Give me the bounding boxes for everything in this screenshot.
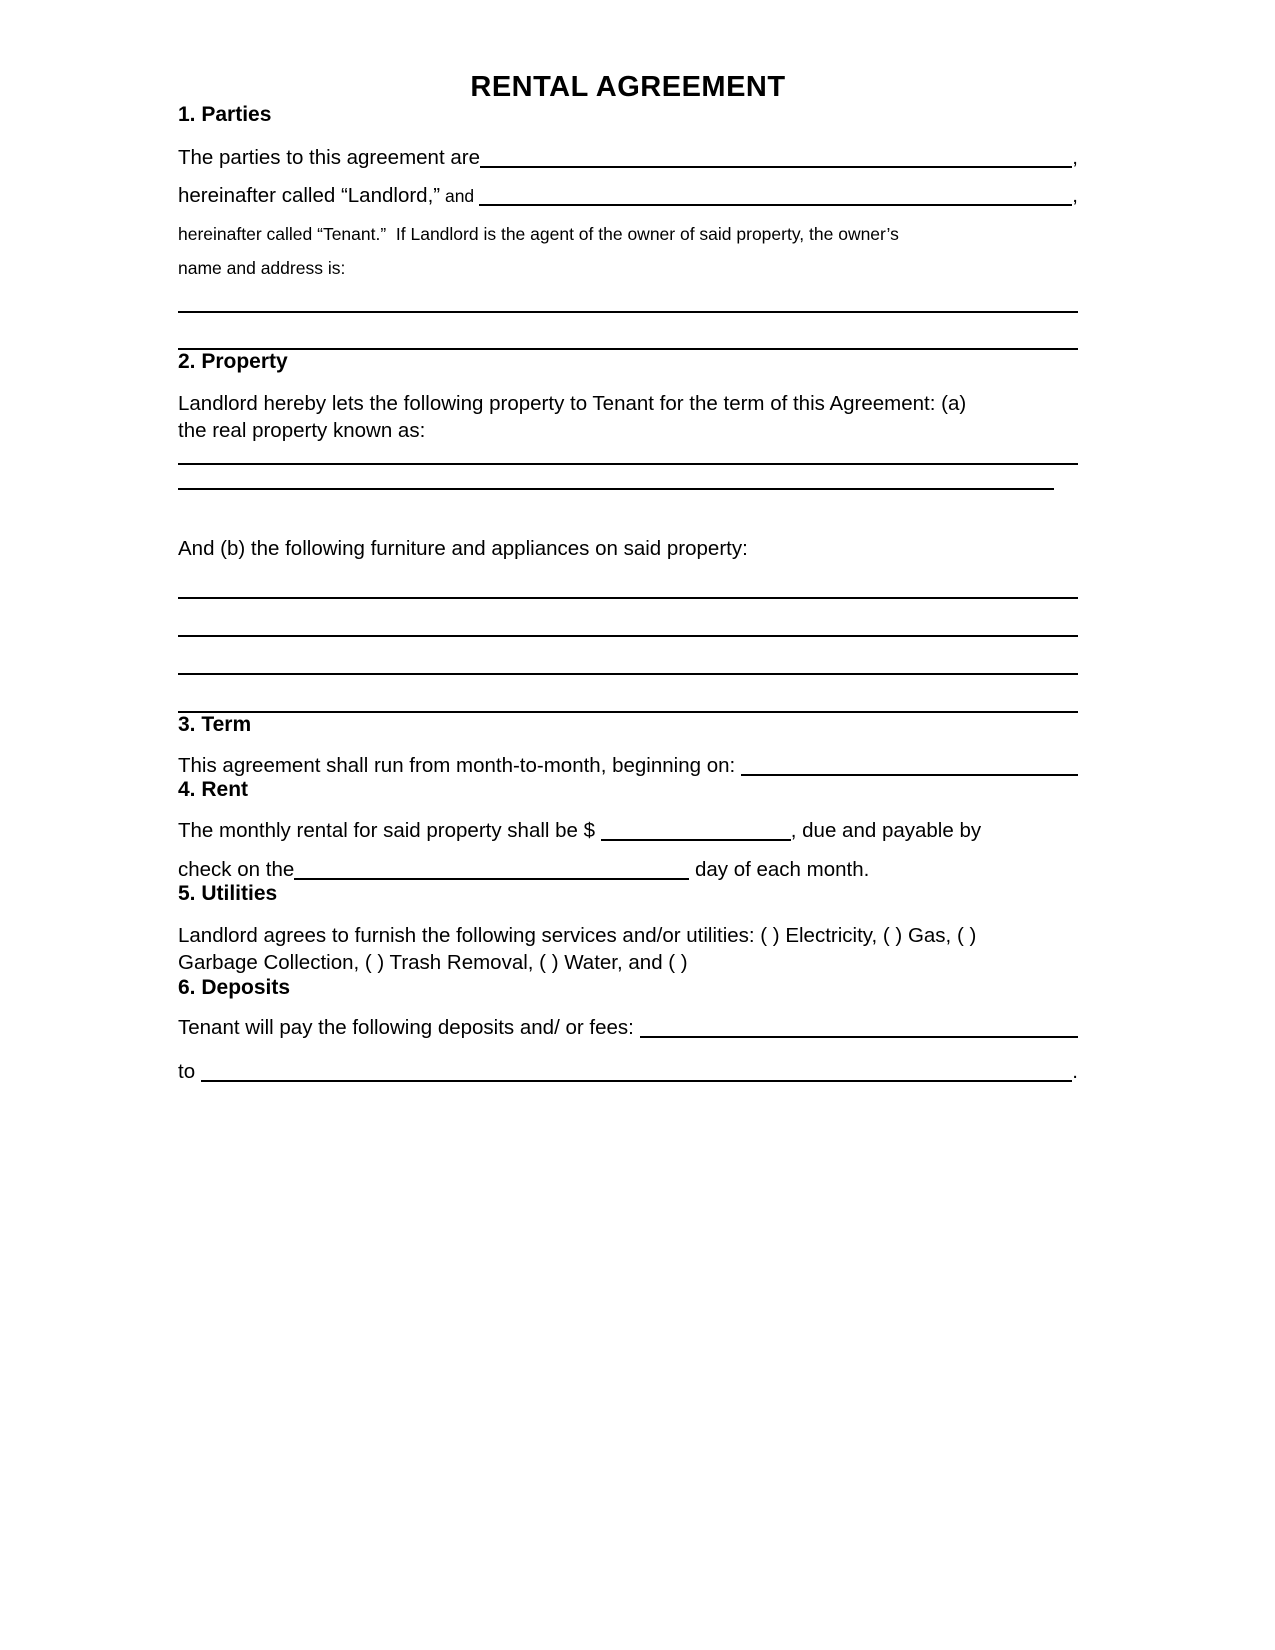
parties-line-2 [178, 184, 1078, 208]
blank-rent-due-day [294, 858, 689, 882]
property-paragraph-1 [178, 390, 1078, 444]
rent-line-2 [178, 858, 1078, 882]
section-heading-rent: 4. Rent [178, 778, 249, 801]
document-title: RENTAL AGREEMENT [470, 71, 786, 103]
blank-owner-address-line-1 [178, 311, 1078, 313]
utilities-paragraph [178, 922, 1078, 976]
parties-line-1-comma: , [1072, 146, 1078, 169]
property-paragraph-2: And (b) the following furniture and appliances on said property: [178, 537, 748, 560]
section-utilities [178, 882, 1078, 976]
parties-line-4: name and address is: [178, 258, 346, 278]
blank-furniture-line-1 [178, 597, 1078, 599]
section-deposits [178, 976, 1078, 1084]
section-heading-property: 2. Property [178, 350, 288, 373]
rent-line-1-text-after: , due and payable by [790, 819, 982, 842]
term-line-1 [178, 754, 1078, 778]
section-term [178, 713, 1078, 778]
rent-line-2-text: check on the [178, 858, 295, 881]
parties-line-1-text: The parties to this agreement are [178, 146, 480, 169]
parties-line-2-comma: , [1072, 184, 1078, 207]
section-heading-utilities: 5. Utilities [178, 882, 278, 905]
blank-furniture-line-2 [178, 635, 1078, 637]
deposits-line-1 [178, 1016, 1078, 1040]
blank-rent-amount [601, 819, 791, 843]
property-paragraph-1-line-2: the real property known as: [178, 419, 426, 442]
blank-deposit-fees [640, 1016, 1078, 1040]
section-property [178, 350, 1078, 713]
rent-line-1-text: The monthly rental for said property shall be $ [178, 819, 601, 842]
blank-landlord-name [480, 146, 1072, 170]
parties-line-2-and: and [440, 186, 480, 206]
rent-line-2-text-after: day of each month. [689, 858, 870, 881]
blank-beginning-date [741, 754, 1078, 778]
utilities-paragraph-line-2: Garbage Collection, ( ) Trash Removal, ( ) Water, and ( ) [178, 951, 688, 974]
blank-deposit-payee [201, 1060, 1073, 1084]
parties-line-2-text: hereinafter called “Landlord,” [178, 184, 441, 207]
deposits-line-2 [178, 1060, 1078, 1084]
term-line-1-text: This agreement shall run from month-to-month, beginning on: [178, 754, 741, 777]
blank-real-property-line-1 [178, 463, 1078, 465]
property-paragraph-1-line-1: Landlord hereby lets the following property to Tenant for the term of this Agreement: (a) [178, 392, 967, 415]
utilities-paragraph-line-1: Landlord agrees to furnish the following services and/or utilities: ( ) Electricity, ( ) Gas, ( ) [178, 924, 977, 947]
section-heading-term: 3. Term [178, 713, 252, 736]
deposits-line-1-text: Tenant will pay the following deposits and/ or fees: [178, 1016, 640, 1039]
blank-tenant-name [479, 184, 1072, 208]
deposits-line-2-period: . [1072, 1060, 1078, 1083]
section-rent [178, 778, 1078, 882]
blank-furniture-line-3 [178, 673, 1078, 675]
deposits-line-2-text: to [178, 1060, 201, 1083]
section-heading-deposits: 6. Deposits [178, 976, 291, 999]
blank-real-property-line-2 [178, 488, 1054, 490]
parties-line-1 [178, 146, 1078, 170]
rent-line-1 [178, 819, 1078, 843]
section-parties [178, 103, 1078, 350]
section-heading-parties: 1. Parties [178, 103, 272, 126]
parties-line-3: hereinafter called “Tenant.” If Landlord is the agent of the owner of said property, the owner’s [178, 224, 899, 244]
